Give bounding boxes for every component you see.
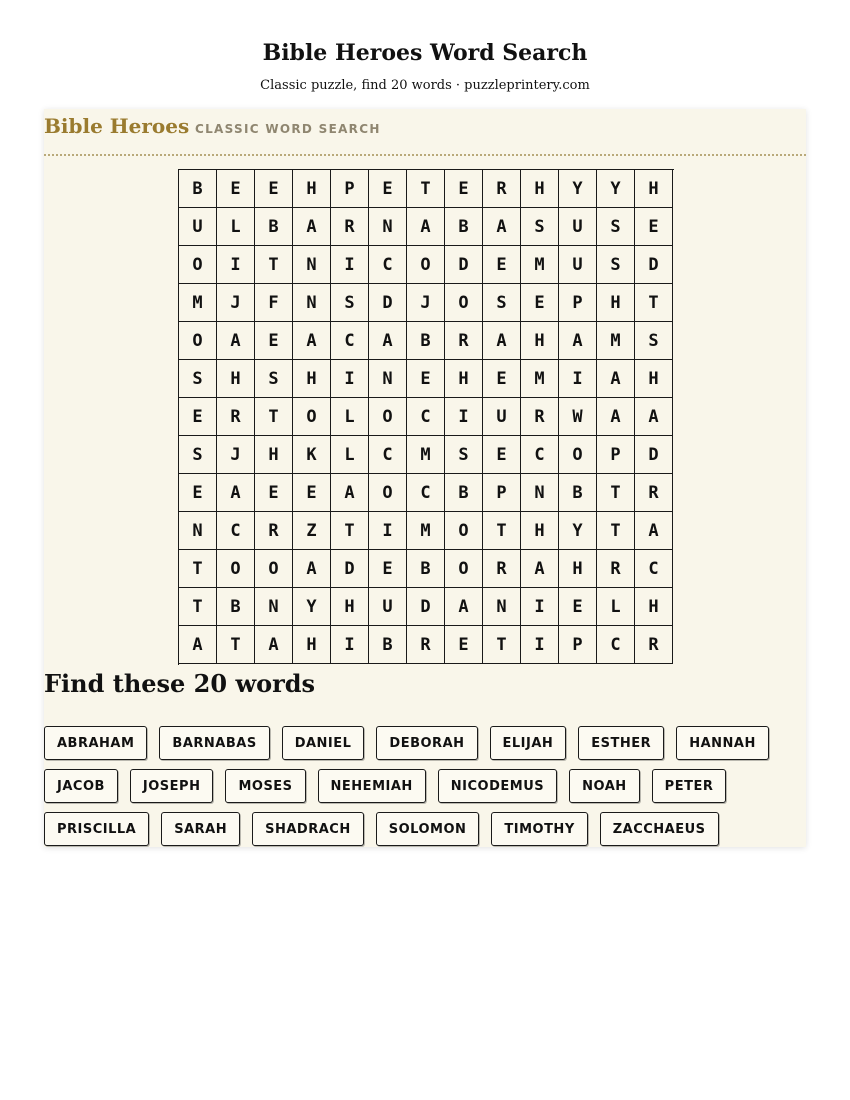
grid-cell[interactable]: Y xyxy=(597,170,635,208)
grid-cell[interactable]: B xyxy=(179,170,217,208)
word-row xyxy=(44,812,719,846)
grid-cell[interactable]: C xyxy=(635,550,673,588)
grid-cell[interactable]: S xyxy=(331,284,369,322)
grid-cell[interactable]: R xyxy=(217,398,255,436)
grid-cell[interactable]: E xyxy=(407,360,445,398)
grid-cell[interactable]: D xyxy=(635,246,673,284)
grid-cell[interactable]: S xyxy=(445,436,483,474)
grid-cell[interactable]: N xyxy=(293,246,331,284)
grid-cell[interactable]: E xyxy=(521,284,559,322)
grid-cell[interactable]: T xyxy=(331,512,369,550)
grid-cell[interactable]: L xyxy=(597,588,635,626)
grid-cell[interactable]: M xyxy=(521,246,559,284)
grid-cell[interactable]: H xyxy=(217,360,255,398)
card-header xyxy=(44,109,806,156)
grid-cell[interactable]: N xyxy=(255,588,293,626)
grid-cell[interactable]: I xyxy=(521,588,559,626)
grid-cell[interactable]: M xyxy=(179,284,217,322)
letter-grid xyxy=(178,169,674,665)
grid-cell[interactable]: I xyxy=(331,360,369,398)
grid-cell[interactable]: I xyxy=(521,626,559,664)
grid-cell[interactable]: I xyxy=(217,246,255,284)
grid-cell[interactable]: B xyxy=(217,588,255,626)
grid-cell[interactable]: I xyxy=(369,512,407,550)
grid-cell[interactable]: S xyxy=(597,208,635,246)
word-chip[interactable]: ESTHER xyxy=(578,726,664,760)
grid-cell[interactable]: S xyxy=(179,360,217,398)
card-tag: CLASSIC WORD SEARCH xyxy=(195,122,381,136)
grid-cell[interactable]: U xyxy=(483,398,521,436)
grid-cell[interactable]: O xyxy=(255,550,293,588)
grid-cell[interactable]: B xyxy=(445,208,483,246)
grid-cell[interactable]: S xyxy=(521,208,559,246)
grid-cell[interactable]: R xyxy=(445,322,483,360)
grid-cell[interactable]: C xyxy=(597,626,635,664)
grid-cell[interactable]: H xyxy=(521,512,559,550)
grid-cell[interactable]: A xyxy=(293,208,331,246)
grid-cell[interactable]: P xyxy=(559,626,597,664)
grid-cell[interactable]: S xyxy=(597,246,635,284)
grid-cell[interactable]: F xyxy=(255,284,293,322)
grid-cell[interactable]: P xyxy=(559,284,597,322)
grid-cell[interactable]: H xyxy=(293,360,331,398)
grid-cell[interactable]: E xyxy=(217,170,255,208)
grid-cell[interactable]: E xyxy=(483,360,521,398)
grid-cell[interactable]: T xyxy=(217,626,255,664)
grid-cell[interactable]: L xyxy=(217,208,255,246)
word-chip[interactable]: PRISCILLA xyxy=(44,812,149,846)
grid-cell[interactable]: R xyxy=(483,550,521,588)
grid-cell[interactable]: A xyxy=(483,208,521,246)
grid-cell[interactable]: E xyxy=(293,474,331,512)
grid-cell[interactable]: N xyxy=(369,208,407,246)
grid-cell[interactable]: T xyxy=(597,474,635,512)
word-chip[interactable]: SARAH xyxy=(161,812,240,846)
grid-cell[interactable]: O xyxy=(559,436,597,474)
grid-cell[interactable]: B xyxy=(559,474,597,512)
grid-cell[interactable]: J xyxy=(217,436,255,474)
grid-cell[interactable]: A xyxy=(597,360,635,398)
grid-cell[interactable]: E xyxy=(483,436,521,474)
word-chip[interactable]: HANNAH xyxy=(676,726,769,760)
grid-cell[interactable]: E xyxy=(635,208,673,246)
grid-cell[interactable]: H xyxy=(559,550,597,588)
grid-cell[interactable]: M xyxy=(521,360,559,398)
grid-cell[interactable]: I xyxy=(331,246,369,284)
grid-cell[interactable]: H xyxy=(521,322,559,360)
word-row xyxy=(44,769,726,803)
word-chip[interactable]: NOAH xyxy=(569,769,640,803)
grid-cell[interactable]: J xyxy=(407,284,445,322)
grid-cell[interactable]: N xyxy=(483,588,521,626)
grid-cell[interactable]: O xyxy=(407,246,445,284)
grid-cell[interactable]: O xyxy=(217,550,255,588)
grid-cell[interactable]: E xyxy=(445,170,483,208)
grid-cell[interactable]: O xyxy=(179,246,217,284)
grid-cell[interactable]: A xyxy=(255,626,293,664)
word-chip[interactable]: NICODEMUS xyxy=(438,769,557,803)
grid-cell[interactable]: T xyxy=(597,512,635,550)
grid-cell[interactable]: E xyxy=(369,170,407,208)
grid-cell[interactable]: E xyxy=(179,398,217,436)
word-chip[interactable]: JACOB xyxy=(44,769,118,803)
grid-cell[interactable]: T xyxy=(179,550,217,588)
grid-cell[interactable]: A xyxy=(293,550,331,588)
grid-cell[interactable]: H xyxy=(597,284,635,322)
grid-cell[interactable]: I xyxy=(331,626,369,664)
grid-cell[interactable]: A xyxy=(293,322,331,360)
grid-cell[interactable]: R xyxy=(331,208,369,246)
grid-cell[interactable]: A xyxy=(217,322,255,360)
grid-cell[interactable]: O xyxy=(445,550,483,588)
word-chip[interactable]: BARNABAS xyxy=(159,726,269,760)
grid-cell[interactable]: A xyxy=(369,322,407,360)
grid-cell[interactable]: E xyxy=(369,550,407,588)
grid-cell[interactable]: H xyxy=(293,626,331,664)
grid-cell[interactable]: H xyxy=(635,170,673,208)
grid-cell[interactable]: C xyxy=(217,512,255,550)
grid-cell[interactable]: S xyxy=(179,436,217,474)
grid-cell[interactable]: A xyxy=(483,322,521,360)
grid-cell[interactable]: C xyxy=(407,398,445,436)
grid-cell[interactable]: A xyxy=(445,588,483,626)
grid-cell[interactable]: Y xyxy=(293,588,331,626)
grid-cell[interactable]: A xyxy=(521,550,559,588)
grid-cell[interactable]: B xyxy=(255,208,293,246)
grid-cell[interactable]: A xyxy=(407,208,445,246)
word-chip[interactable]: SHADRACH xyxy=(252,812,364,846)
grid-cell[interactable]: N xyxy=(179,512,217,550)
word-chip[interactable]: MOSES xyxy=(225,769,305,803)
grid-cell[interactable]: M xyxy=(407,512,445,550)
grid-cell[interactable]: T xyxy=(635,284,673,322)
grid-cell[interactable]: R xyxy=(635,474,673,512)
grid-cell[interactable]: I xyxy=(559,360,597,398)
puzzle-card xyxy=(44,109,806,847)
grid-cell[interactable]: R xyxy=(255,512,293,550)
grid-cell[interactable]: W xyxy=(559,398,597,436)
word-row xyxy=(44,726,769,760)
card-title: Bible Heroes xyxy=(44,114,190,138)
grid-cell[interactable]: N xyxy=(293,284,331,322)
word-list-heading: Find these 20 words xyxy=(44,669,316,698)
grid-cell[interactable]: A xyxy=(331,474,369,512)
grid-cell[interactable]: A xyxy=(179,626,217,664)
grid-cell[interactable]: T xyxy=(407,170,445,208)
grid-cell[interactable]: M xyxy=(407,436,445,474)
grid-cell[interactable]: A xyxy=(635,512,673,550)
grid-cell[interactable]: D xyxy=(331,550,369,588)
grid-cell[interactable]: R xyxy=(597,550,635,588)
word-chip[interactable]: NEHEMIAH xyxy=(318,769,426,803)
grid-cell[interactable]: U xyxy=(179,208,217,246)
grid-cell[interactable]: J xyxy=(217,284,255,322)
word-chip[interactable]: DEBORAH xyxy=(376,726,477,760)
word-chip[interactable]: DANIEL xyxy=(282,726,365,760)
word-chip[interactable]: ABRAHAM xyxy=(44,726,147,760)
grid-cell[interactable]: E xyxy=(255,474,293,512)
grid-cell[interactable]: K xyxy=(293,436,331,474)
grid-cell[interactable]: A xyxy=(635,398,673,436)
grid-cell[interactable]: E xyxy=(559,588,597,626)
grid-cell[interactable]: H xyxy=(445,360,483,398)
grid-cell[interactable]: B xyxy=(407,550,445,588)
page-title: Bible Heroes Word Search xyxy=(262,40,588,66)
grid-cell[interactable]: T xyxy=(255,398,293,436)
grid-cell[interactable]: A xyxy=(597,398,635,436)
grid-cell[interactable]: B xyxy=(445,474,483,512)
grid-cell[interactable]: H xyxy=(293,170,331,208)
grid-cell[interactable]: E xyxy=(255,170,293,208)
grid-cell[interactable]: Y xyxy=(559,170,597,208)
grid-cell[interactable]: R xyxy=(635,626,673,664)
grid-cell[interactable]: C xyxy=(369,246,407,284)
grid-cell[interactable]: B xyxy=(407,322,445,360)
grid-cell[interactable]: O xyxy=(369,474,407,512)
grid-cell[interactable]: E xyxy=(179,474,217,512)
grid-cell[interactable]: S xyxy=(483,284,521,322)
grid-cell[interactable]: N xyxy=(521,474,559,512)
grid-cell[interactable]: A xyxy=(217,474,255,512)
word-chip[interactable]: JOSEPH xyxy=(130,769,214,803)
grid-cell[interactable]: T xyxy=(179,588,217,626)
page-subtitle: Classic puzzle, find 20 words · puzzleprintery.com xyxy=(260,78,590,93)
word-chip[interactable]: PETER xyxy=(652,769,727,803)
grid-cell[interactable]: H xyxy=(331,588,369,626)
grid-cell[interactable]: C xyxy=(407,474,445,512)
grid-cell[interactable]: U xyxy=(559,208,597,246)
grid-cell[interactable]: U xyxy=(369,588,407,626)
grid-cell[interactable]: D xyxy=(407,588,445,626)
grid-cell[interactable]: O xyxy=(445,512,483,550)
grid-cell[interactable]: S xyxy=(635,322,673,360)
grid-cell[interactable]: L xyxy=(331,398,369,436)
grid-cell[interactable]: P xyxy=(331,170,369,208)
grid-cell[interactable]: T xyxy=(483,512,521,550)
word-chip[interactable]: ELIJAH xyxy=(490,726,567,760)
grid-cell[interactable]: R xyxy=(483,170,521,208)
grid-cell[interactable]: E xyxy=(445,626,483,664)
grid-cell[interactable]: O xyxy=(445,284,483,322)
grid-cell[interactable]: A xyxy=(559,322,597,360)
grid-cell[interactable]: N xyxy=(369,360,407,398)
grid-cell[interactable]: C xyxy=(521,436,559,474)
grid-cell[interactable]: R xyxy=(407,626,445,664)
word-chip[interactable]: TIMOTHY xyxy=(491,812,587,846)
grid-cell[interactable]: H xyxy=(635,588,673,626)
grid-cell[interactable]: T xyxy=(255,246,293,284)
grid-cell[interactable]: E xyxy=(255,322,293,360)
grid-cell[interactable]: R xyxy=(521,398,559,436)
grid-cell[interactable]: O xyxy=(369,398,407,436)
grid-cell[interactable]: D xyxy=(445,246,483,284)
grid-cell[interactable]: C xyxy=(331,322,369,360)
grid-cell[interactable]: D xyxy=(635,436,673,474)
grid-cell[interactable]: L xyxy=(331,436,369,474)
grid-cell[interactable]: C xyxy=(369,436,407,474)
grid-cell[interactable]: B xyxy=(369,626,407,664)
grid-cell[interactable]: O xyxy=(293,398,331,436)
grid-cell[interactable]: M xyxy=(597,322,635,360)
grid-cell[interactable]: T xyxy=(483,626,521,664)
word-chip[interactable]: ZACCHAEUS xyxy=(600,812,719,846)
grid-cell[interactable]: I xyxy=(445,398,483,436)
grid-cell[interactable]: E xyxy=(483,246,521,284)
grid-cell[interactable]: S xyxy=(255,360,293,398)
grid-cell[interactable]: U xyxy=(559,246,597,284)
word-chip[interactable]: SOLOMON xyxy=(376,812,480,846)
grid-cell[interactable]: P xyxy=(597,436,635,474)
grid-cell[interactable]: H xyxy=(635,360,673,398)
grid-cell[interactable]: Y xyxy=(559,512,597,550)
grid-cell[interactable]: P xyxy=(483,474,521,512)
grid-cell[interactable]: O xyxy=(179,322,217,360)
grid-cell[interactable]: H xyxy=(521,170,559,208)
grid-cell[interactable]: H xyxy=(255,436,293,474)
grid-cell[interactable]: D xyxy=(369,284,407,322)
grid-cell[interactable]: Z xyxy=(293,512,331,550)
